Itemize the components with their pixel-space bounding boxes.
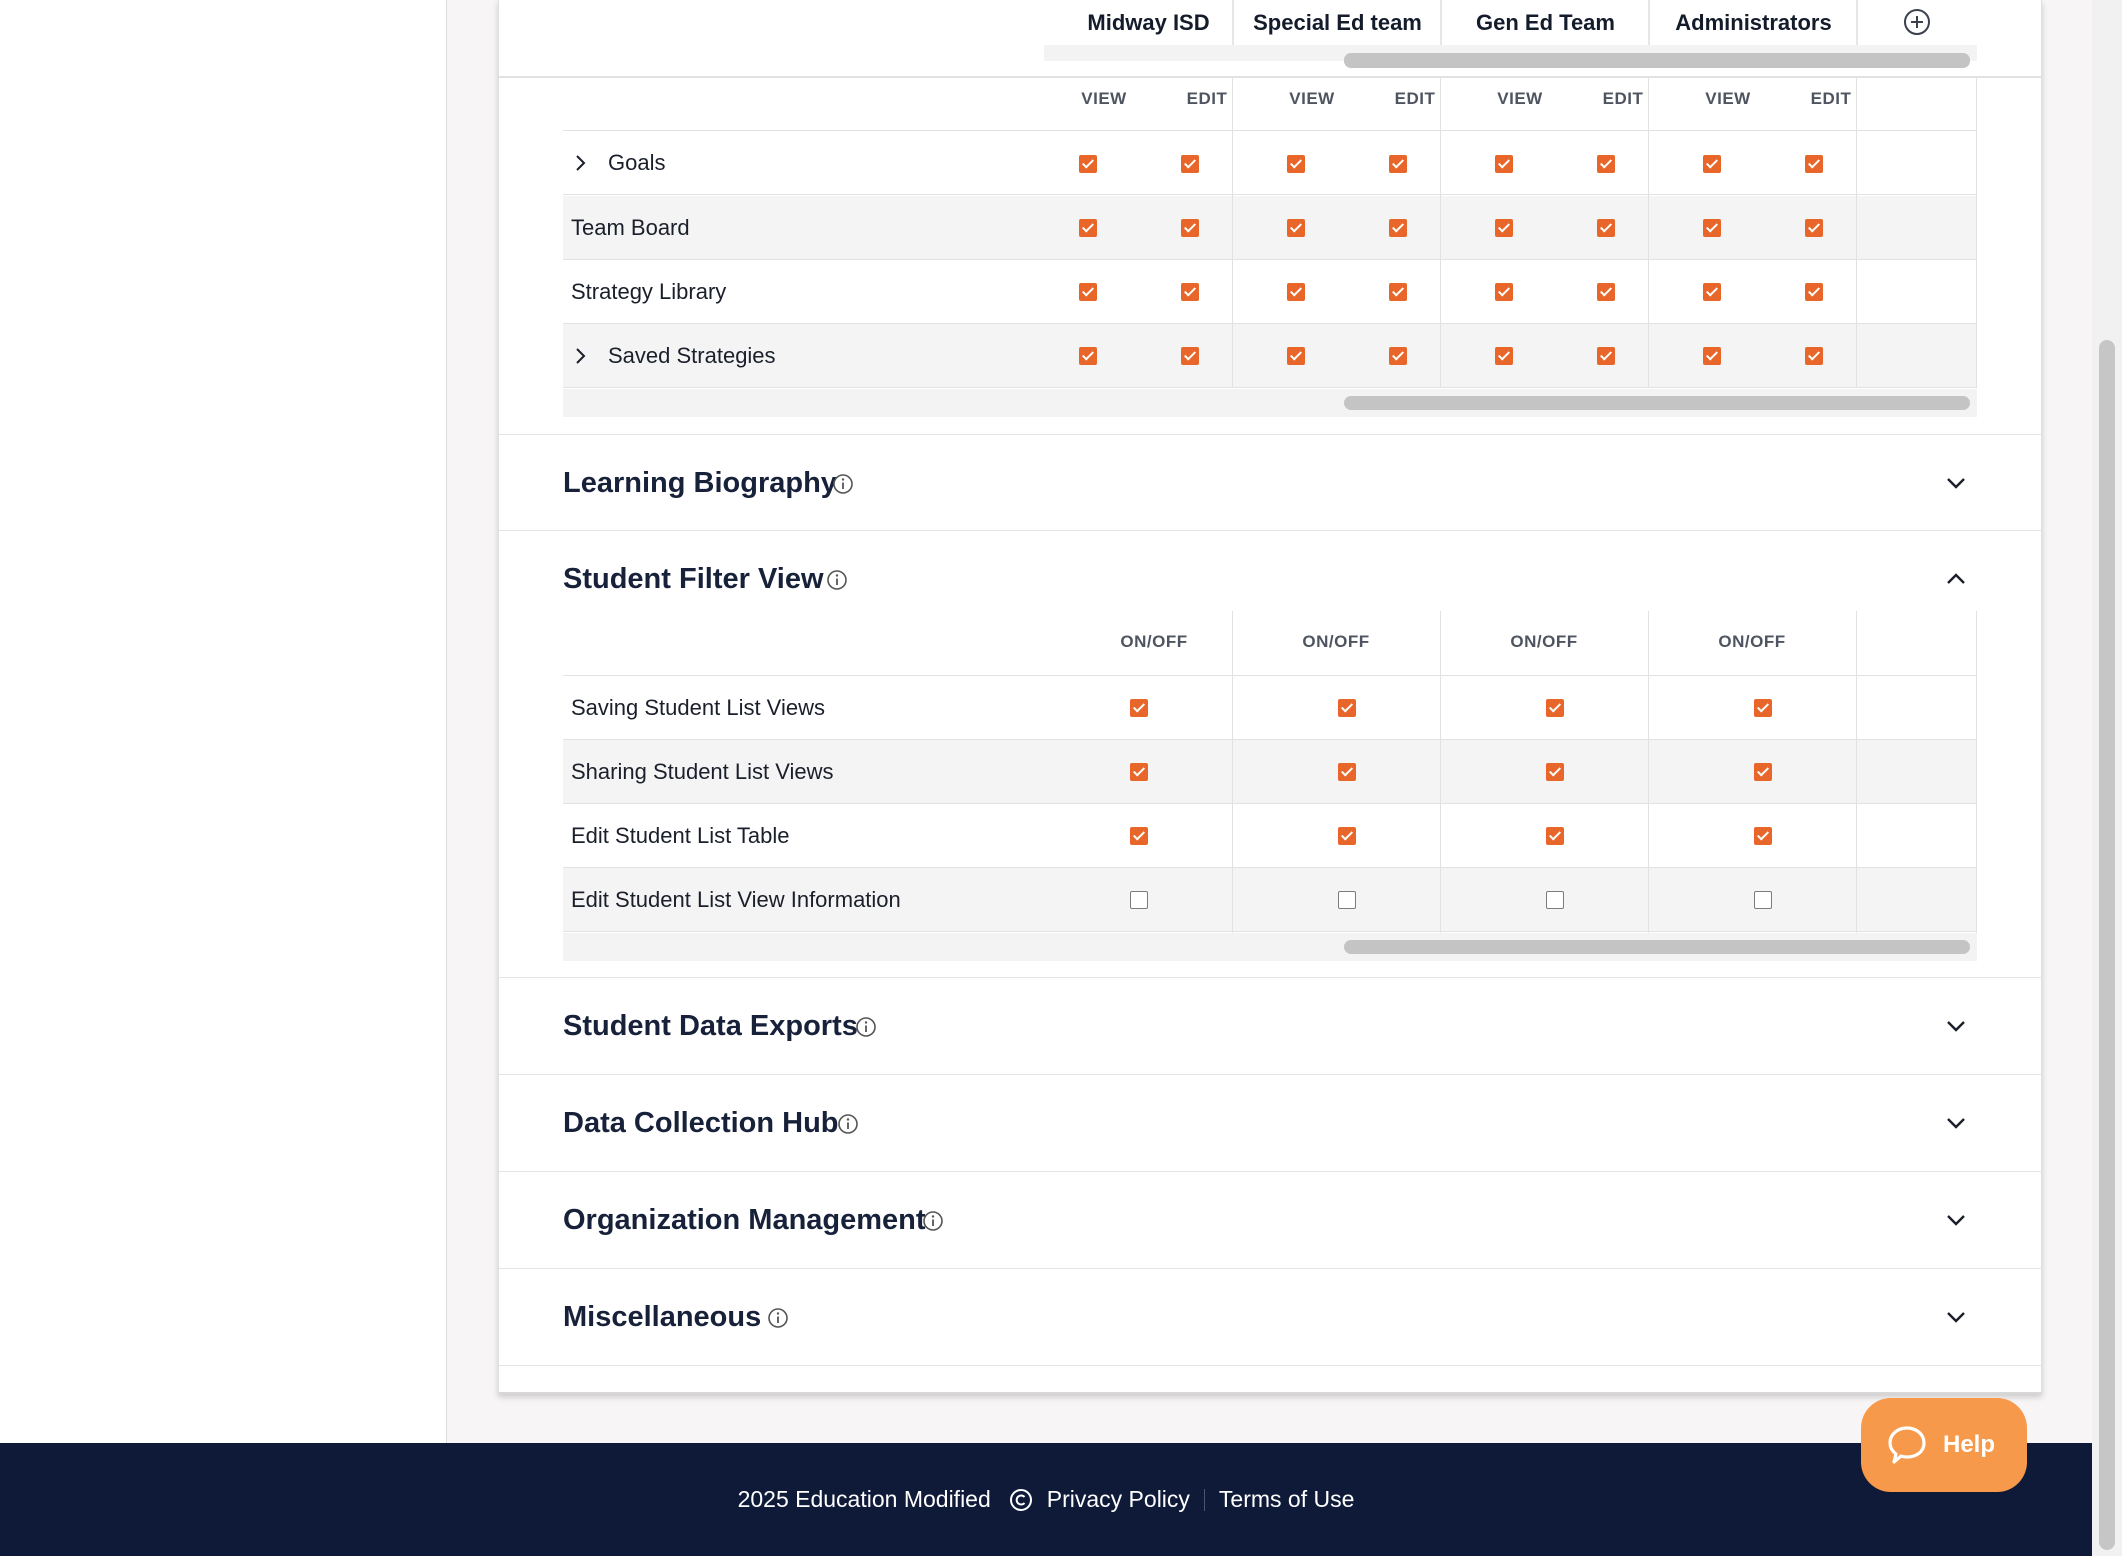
row-label: Saved Strategies (608, 343, 776, 368)
permission-checkbox[interactable] (1703, 219, 1721, 237)
col-onoff-3: ON/OFF (1510, 632, 1578, 651)
table-row (563, 324, 1977, 388)
chevron-right-icon[interactable] (573, 131, 587, 195)
section-data-collection-hub[interactable] (499, 1075, 2043, 1172)
filter-view-checkbox[interactable] (1338, 763, 1356, 781)
copyright-icon (1009, 1488, 1033, 1512)
row-label: Edit Student List Table (571, 823, 790, 848)
col-onoff-1: ON/OFF (1120, 632, 1188, 651)
permission-checkbox[interactable] (1597, 283, 1615, 301)
left-sidebar (0, 0, 447, 1443)
permission-checkbox[interactable] (1287, 283, 1305, 301)
filter-view-checkbox[interactable] (1338, 699, 1356, 717)
permission-checkbox[interactable] (1597, 347, 1615, 365)
help-button[interactable] (1861, 1398, 2027, 1492)
permission-checkbox[interactable] (1181, 283, 1199, 301)
permission-checkbox[interactable] (1079, 219, 1097, 237)
permission-checkbox[interactable] (1389, 155, 1407, 173)
scrollbar-thumb[interactable] (1344, 396, 1970, 410)
col-edit-1: EDIT (1186, 89, 1228, 108)
table-row (563, 260, 1977, 324)
terms-of-use-link[interactable]: Terms of Use (1218, 1486, 1355, 1512)
plus-circle-icon (1903, 8, 1931, 36)
info-icon[interactable] (767, 1307, 789, 1329)
info-icon[interactable] (837, 1113, 859, 1135)
section-title: Data Collection Hub (563, 1107, 839, 1139)
permission-checkbox[interactable] (1597, 219, 1615, 237)
permission-checkbox[interactable] (1495, 155, 1513, 173)
permission-checkbox[interactable] (1495, 219, 1513, 237)
col-view-4: VIEW (1705, 89, 1751, 108)
scrollbar-thumb[interactable] (1344, 940, 1970, 954)
filter-view-checkbox[interactable] (1338, 827, 1356, 845)
group-header-midway-isd[interactable]: Midway ISD (1087, 9, 1210, 35)
filter-view-checkbox[interactable] (1130, 827, 1148, 845)
permission-checkbox[interactable] (1805, 347, 1823, 365)
permission-checkbox[interactable] (1287, 219, 1305, 237)
footer-divider (1204, 1489, 1205, 1511)
permission-checkbox[interactable] (1287, 155, 1305, 173)
filter-view-checkbox[interactable] (1754, 763, 1772, 781)
col-view-1: VIEW (1081, 89, 1127, 108)
section-student-data-exports[interactable] (499, 978, 2043, 1075)
col-view-3: VIEW (1497, 89, 1543, 108)
row-label: Team Board (571, 215, 690, 240)
row-label: Edit Student List View Information (571, 887, 901, 912)
section-title: Learning Biography (563, 467, 837, 499)
section-learning-biography[interactable] (499, 434, 2043, 531)
filter-view-checkbox[interactable] (1754, 891, 1772, 909)
info-icon[interactable] (826, 569, 848, 591)
filter-view-horizontal-scrollbar[interactable] (563, 933, 1977, 961)
table-row (563, 196, 1977, 260)
permission-checkbox[interactable] (1079, 155, 1097, 173)
row-label: Sharing Student List Views (571, 759, 834, 784)
permission-checkbox[interactable] (1805, 155, 1823, 173)
help-label: Help (1943, 1431, 1996, 1458)
scrollbar-thumb[interactable] (2099, 340, 2115, 1550)
chevron-down-icon[interactable] (1944, 471, 1968, 495)
col-onoff-2: ON/OFF (1302, 632, 1370, 651)
top-horizontal-scrollbar[interactable] (1044, 45, 1977, 61)
filter-view-checkbox[interactable] (1130, 699, 1148, 717)
chevron-down-icon[interactable] (1944, 1305, 1968, 1329)
info-icon[interactable] (832, 473, 854, 495)
filter-view-checkbox[interactable] (1546, 891, 1564, 909)
chevron-up-icon[interactable] (1944, 567, 1968, 591)
section-title: Student Filter View (563, 563, 824, 595)
chevron-down-icon[interactable] (1944, 1111, 1968, 1135)
permission-checkbox[interactable] (1181, 347, 1199, 365)
permission-checkbox[interactable] (1495, 347, 1513, 365)
permissions-horizontal-scrollbar[interactable] (563, 389, 1977, 417)
col-edit-4: EDIT (1810, 89, 1852, 108)
permission-checkbox[interactable] (1079, 347, 1097, 365)
permission-checkbox[interactable] (1703, 155, 1721, 173)
permission-checkbox[interactable] (1389, 219, 1407, 237)
filter-view-checkbox[interactable] (1546, 763, 1564, 781)
add-group-button[interactable] (1903, 8, 1931, 36)
chevron-down-icon[interactable] (1944, 1208, 1968, 1232)
permission-checkbox[interactable] (1597, 155, 1615, 173)
permission-checkbox[interactable] (1181, 219, 1199, 237)
page-footer (0, 1443, 2092, 1556)
filter-view-checkbox[interactable] (1338, 891, 1356, 909)
filter-view-checkbox[interactable] (1754, 699, 1772, 717)
col-onoff-4: ON/OFF (1718, 632, 1786, 651)
permission-checkbox[interactable] (1287, 347, 1305, 365)
group-header-administrators[interactable]: Administrators (1675, 9, 1832, 35)
filter-view-checkbox[interactable] (1754, 827, 1772, 845)
row-label: Goals (608, 150, 666, 175)
footer-copyright-text: 2025 Education Modified (737, 1486, 991, 1512)
permission-checkbox[interactable] (1805, 283, 1823, 301)
page-vertical-scrollbar[interactable] (2092, 0, 2122, 1556)
permission-checkbox[interactable] (1389, 283, 1407, 301)
permission-checkbox[interactable] (1181, 155, 1199, 173)
col-view-2: VIEW (1289, 89, 1335, 108)
filter-view-checkbox[interactable] (1130, 891, 1148, 909)
section-title: Organization Management (563, 1204, 926, 1236)
chevron-down-icon[interactable] (1944, 1014, 1968, 1038)
row-label: Saving Student List Views (571, 695, 825, 720)
permission-checkbox[interactable] (1805, 219, 1823, 237)
chevron-right-icon[interactable] (573, 324, 587, 388)
group-header-special-ed-team[interactable]: Special Ed team (1253, 9, 1422, 35)
info-icon[interactable] (922, 1210, 944, 1232)
section-organization-management[interactable] (499, 1172, 2043, 1269)
filter-view-checkbox[interactable] (1546, 699, 1564, 717)
permission-checkbox[interactable] (1703, 347, 1721, 365)
filter-view-checkbox[interactable] (1546, 827, 1564, 845)
table-row (563, 131, 1977, 195)
col-edit-3: EDIT (1602, 89, 1644, 108)
section-title: Student Data Exports (563, 1010, 858, 1042)
chat-bubble-icon (1885, 1423, 1929, 1467)
row-label: Strategy Library (571, 279, 727, 304)
info-icon[interactable] (855, 1016, 877, 1038)
permission-checkbox[interactable] (1703, 283, 1721, 301)
col-edit-2: EDIT (1394, 89, 1436, 108)
permission-checkbox[interactable] (1079, 283, 1097, 301)
section-student-filter-view[interactable] (499, 531, 2043, 978)
filter-view-checkbox[interactable] (1130, 763, 1148, 781)
permission-checkbox[interactable] (1389, 347, 1407, 365)
permission-checkbox[interactable] (1495, 283, 1513, 301)
privacy-policy-link[interactable]: Privacy Policy (1046, 1486, 1190, 1512)
scrollbar-thumb[interactable] (1344, 53, 1970, 68)
section-miscellaneous[interactable] (499, 1269, 2043, 1366)
group-header-gen-ed-team[interactable]: Gen Ed Team (1476, 9, 1615, 35)
permissions-card (498, 0, 2042, 1394)
section-title: Miscellaneous (563, 1301, 762, 1333)
